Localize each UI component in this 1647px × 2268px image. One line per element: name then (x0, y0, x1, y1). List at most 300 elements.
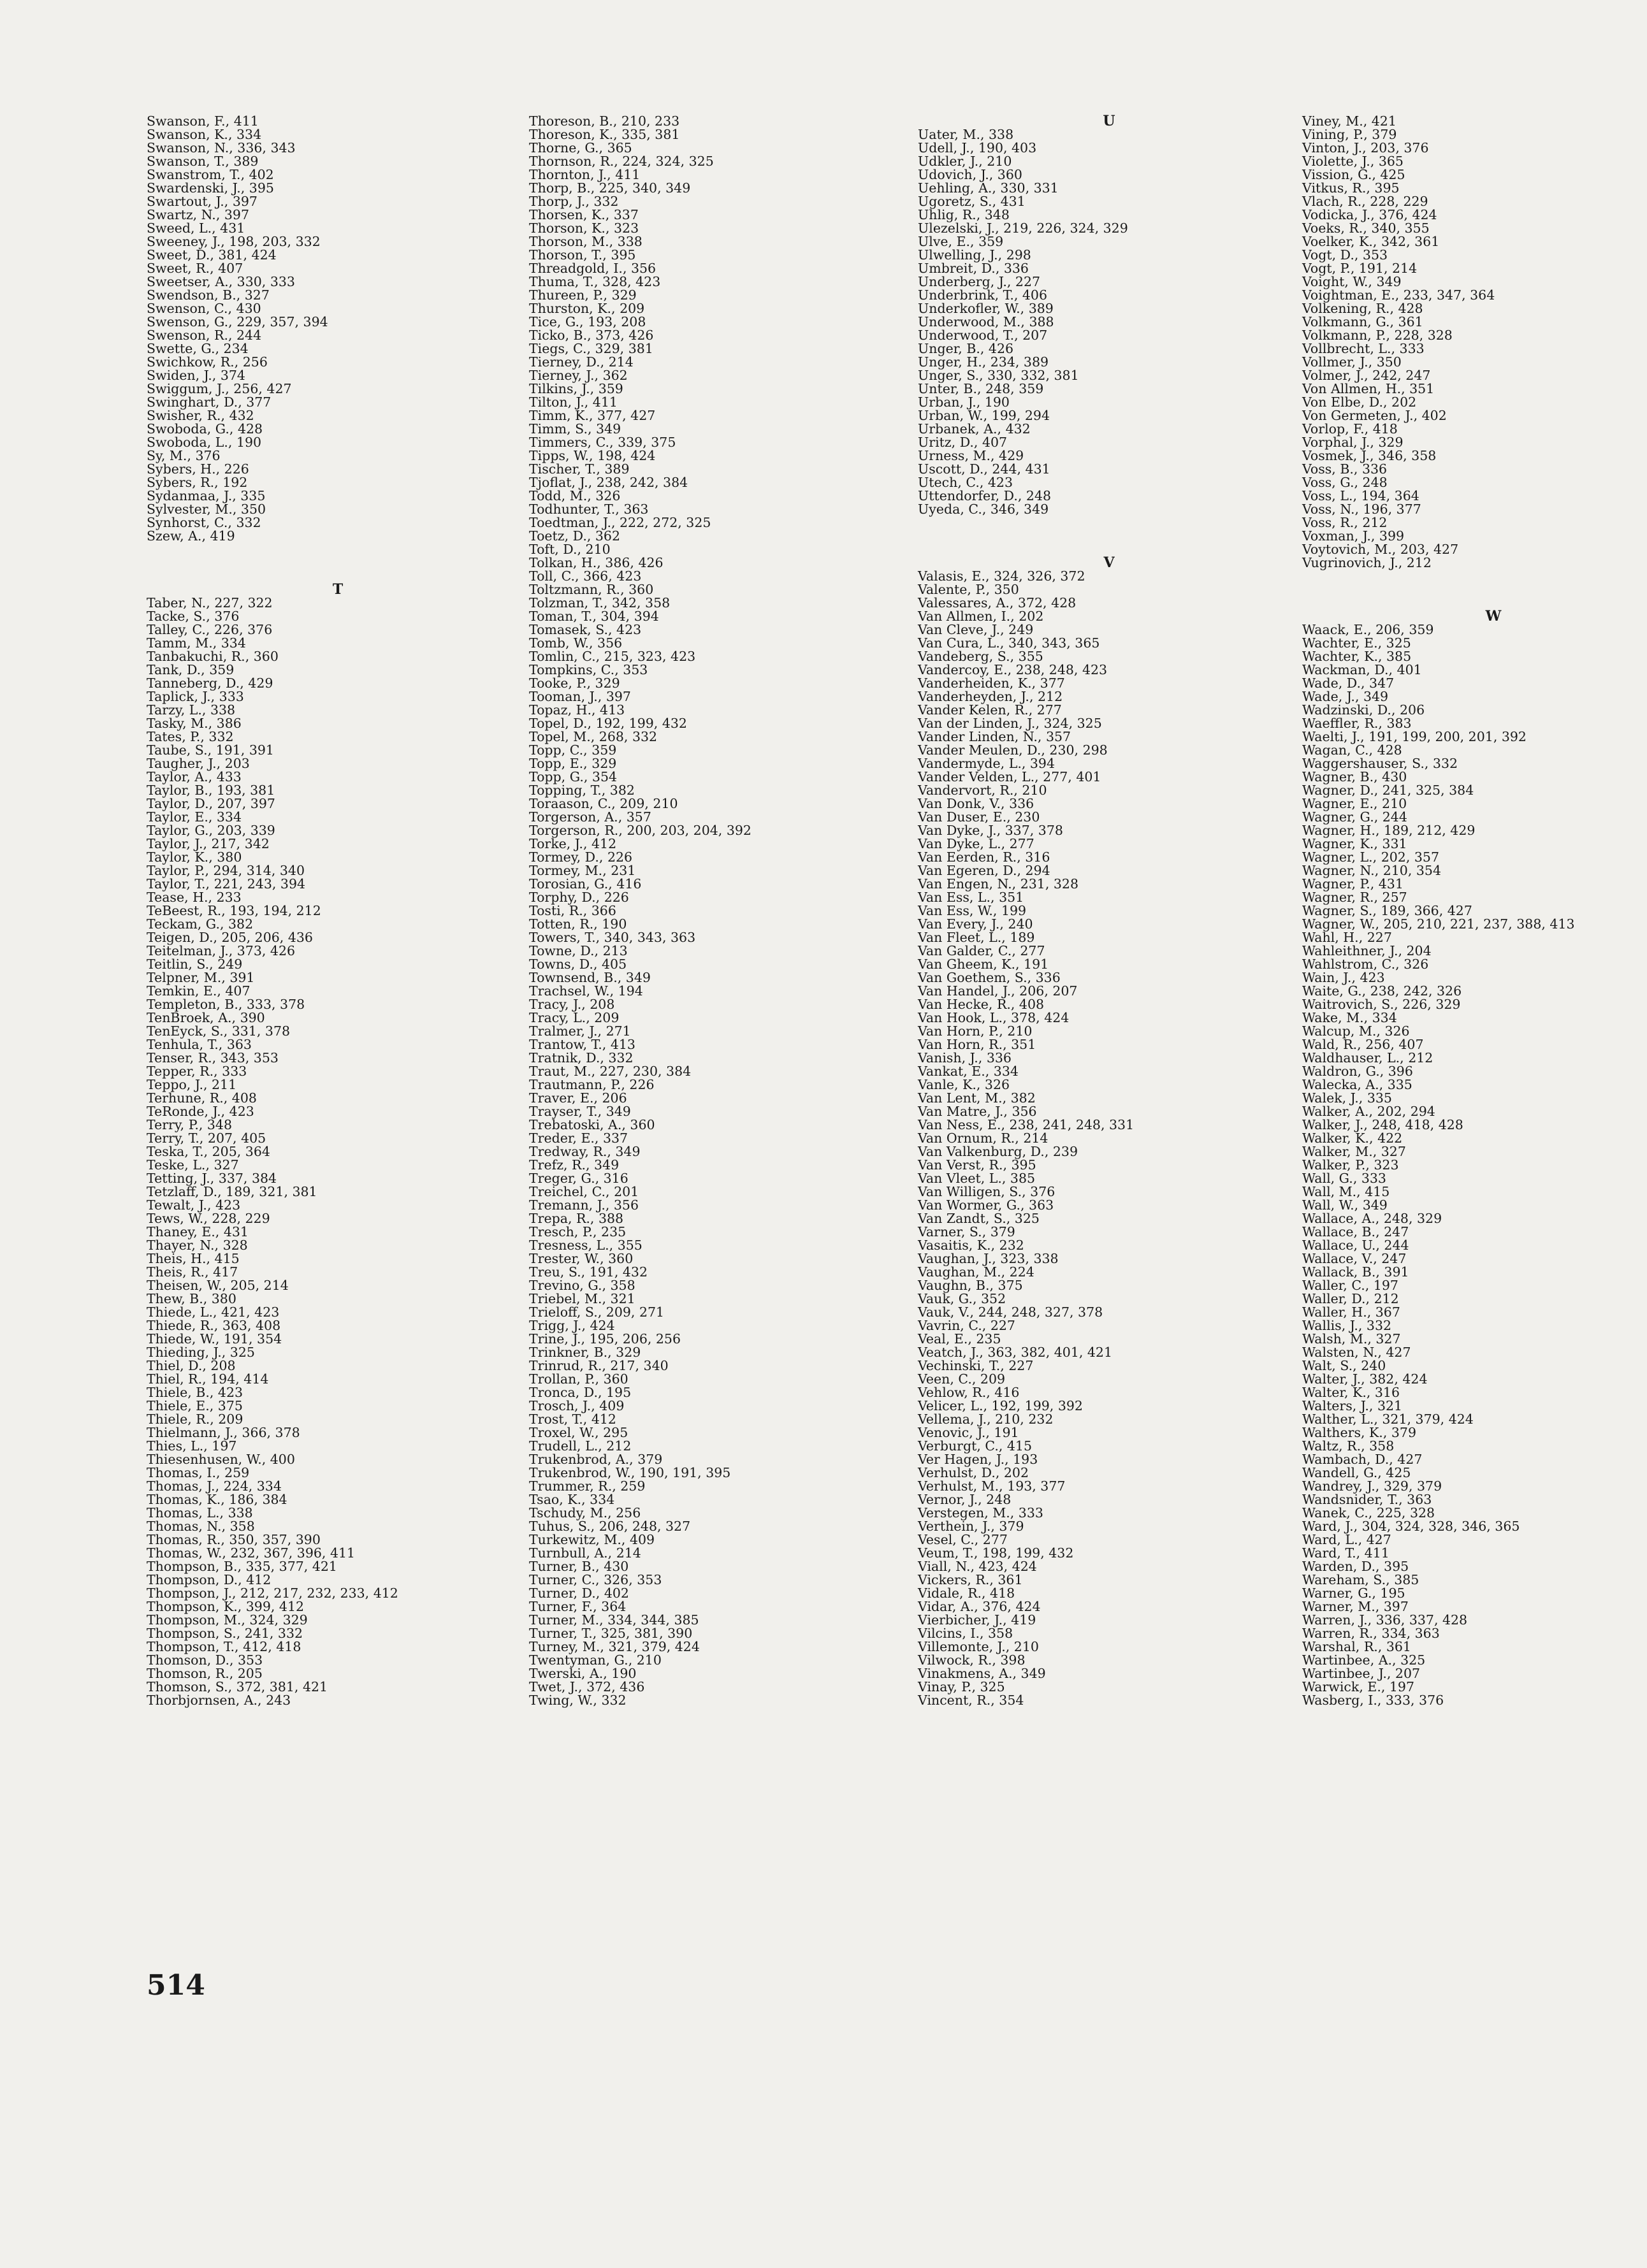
index-entry: Topel, M., 268, 332 (529, 729, 658, 744)
index-entry: Wagner, W., 205, 210, 221, 237, 388, 413 (1302, 916, 1575, 932)
index-entry: Ugoretz, S., 431 (918, 194, 1026, 209)
index-entry: Vesel, C., 277 (918, 1532, 1008, 1547)
index-entry: Unger, S., 330, 332, 381 (918, 368, 1079, 383)
index-entry: Temkin, E., 407 (147, 983, 250, 999)
index-entry: Wachter, K., 385 (1302, 649, 1412, 664)
index-entry: Walker, P., 323 (1302, 1157, 1399, 1173)
index-entry: Tronca, D., 195 (529, 1385, 632, 1400)
index-entry: Voss, G., 248 (1302, 475, 1388, 490)
section-spacer (918, 530, 1300, 543)
index-entry: Walker, K., 422 (1302, 1130, 1403, 1146)
index-entry: Warner, M., 397 (1302, 1599, 1409, 1614)
index-entry: Verhulst, M., 193, 377 (918, 1478, 1066, 1494)
index-entry: Thorsen, K., 337 (529, 207, 639, 222)
index-entry: Tooman, J., 397 (529, 689, 631, 704)
index-entry: Underkofler, W., 389 (918, 301, 1054, 316)
index-entry: Thorp, B., 225, 340, 349 (529, 180, 691, 196)
index-entry: Tasky, M., 386 (147, 716, 242, 731)
index-entry: Swenson, R., 244 (147, 328, 262, 343)
index-entry: Valessares, A., 372, 428 (918, 595, 1077, 610)
index-entry: Tooke, P., 329 (529, 675, 620, 691)
index-entry: Swendson, B., 327 (147, 287, 270, 303)
index-entry: Vosmek, J., 346, 358 (1302, 448, 1437, 463)
index-entry: Thomson, D., 353 (147, 1652, 263, 1668)
index-entry: Wade, J., 349 (1302, 689, 1389, 704)
index-entry: Ticko, B., 373, 426 (529, 328, 654, 343)
index-entry: Vogt, D., 353 (1302, 247, 1388, 263)
index-entry: Thurston, K., 209 (529, 301, 645, 316)
index-entry: Ver Hagen, J., 193 (918, 1452, 1038, 1467)
index-entry: Wandrey, J., 329, 379 (1302, 1478, 1442, 1494)
index-entry: Trollan, P., 360 (529, 1371, 628, 1387)
index-entry: Tetting, J., 337, 384 (147, 1171, 277, 1186)
index-entry: Waack, E., 206, 359 (1302, 622, 1434, 637)
index-entry: Vander Meulen, D., 230, 298 (918, 742, 1108, 758)
index-entry: Wade, D., 347 (1302, 675, 1395, 691)
index-entry: Swenson, G., 229, 357, 394 (147, 314, 328, 329)
index-entry: Vander Linden, N., 357 (918, 729, 1071, 744)
index-entry: Waller, D., 212 (1302, 1291, 1399, 1306)
index-entry: Trevino, G., 358 (529, 1278, 635, 1293)
index-entry: Van der Linden, J., 324, 325 (918, 716, 1102, 731)
index-entry: Ward, J., 304, 324, 328, 346, 365 (1302, 1519, 1520, 1534)
index-entry: Waeffler, R., 383 (1302, 716, 1412, 731)
index-entry: Vugrinovich, J., 212 (1302, 555, 1432, 570)
index-entry: Waite, G., 238, 242, 326 (1302, 983, 1462, 999)
index-entry: Totten, R., 190 (529, 916, 627, 932)
index-entry: Unger, B., 426 (918, 341, 1014, 356)
index-entry: Vission, G., 425 (1302, 167, 1405, 182)
index-entry: Vinay, P., 325 (918, 1679, 1005, 1694)
index-entry: Walters, J., 321 (1302, 1398, 1403, 1413)
index-entry: Vanle, K., 326 (918, 1077, 1010, 1092)
index-entry: Twing, W., 332 (529, 1693, 627, 1708)
index-entry: Teitlin, S., 249 (147, 957, 243, 972)
index-entry: Thiele, B., 423 (147, 1385, 243, 1400)
index-entry: Thureen, P., 329 (529, 287, 637, 303)
index-entry: Von Allmen, H., 351 (1302, 381, 1435, 396)
index-entry: Taylor, P., 294, 314, 340 (147, 863, 305, 878)
index-entry: Thomas, L., 338 (147, 1505, 253, 1520)
index-entry: Taylor, E., 334 (147, 809, 242, 825)
index-entry: Unger, H., 234, 389 (918, 354, 1049, 370)
index-entry: Volkening, R., 428 (1302, 301, 1423, 316)
index-entry: Triebel, M., 321 (529, 1291, 635, 1306)
index-entry: Van Lent, M., 382 (918, 1090, 1036, 1106)
index-entry: Wallis, J., 332 (1302, 1318, 1392, 1333)
index-entry: Swichkow, R., 256 (147, 354, 268, 370)
index-entry: Trudell, L., 212 (529, 1438, 632, 1454)
index-entry: Thielmann, J., 366, 378 (147, 1425, 300, 1440)
index-entry: Theis, R., 417 (147, 1264, 238, 1280)
index-entry: Trigg, J., 424 (529, 1318, 615, 1333)
index-entry: Tenhula, T., 363 (147, 1037, 252, 1052)
index-entry: Topp, C., 359 (529, 742, 617, 758)
index-entry: Wagner, N., 210, 354 (1302, 863, 1442, 878)
index-entry: Underwood, T., 207 (918, 328, 1048, 343)
index-entry: Volkmann, P., 228, 328 (1302, 328, 1453, 343)
index-entry: Uttendorfer, D., 248 (918, 488, 1052, 503)
index-entry: Towns, D., 405 (529, 957, 627, 972)
index-entry: Udkler, J., 210 (918, 154, 1012, 169)
index-entry: Van Cleve, J., 249 (918, 622, 1034, 637)
index-entry: Thorne, G., 365 (529, 140, 632, 155)
section-spacer (147, 543, 529, 556)
index-entry: Swisher, R., 432 (147, 408, 254, 423)
index-entry: Vanderheiden, K., 377 (918, 675, 1065, 691)
index-entry: Toraason, C., 209, 210 (529, 796, 678, 811)
index-entry: Thorson, M., 338 (529, 234, 642, 249)
index-entry: Van Every, J., 240 (918, 916, 1033, 932)
index-entry: Walter, K., 316 (1302, 1385, 1400, 1400)
index-entry: Tralmer, J., 271 (529, 1023, 631, 1039)
section-spacer (1302, 596, 1647, 610)
index-entry: Toedtman, J., 222, 272, 325 (529, 515, 711, 530)
index-entry: Swartout, J., 397 (147, 194, 258, 209)
index-entry: Voss, N., 196, 377 (1302, 502, 1421, 517)
index-entry: Tanbakuchi, R., 360 (147, 649, 279, 664)
index-entry: Thiele, E., 375 (147, 1398, 243, 1413)
index-entry: Turner, B., 430 (529, 1559, 629, 1574)
index-entry: Underwood, M., 388 (918, 314, 1054, 329)
index-entry: Tilkins, J., 359 (529, 381, 623, 396)
index-entry: Vickers, R., 361 (918, 1572, 1023, 1587)
index-entry: Trayser, T., 349 (529, 1104, 631, 1119)
index-entry: Threadgold, I., 356 (529, 261, 657, 276)
index-entry: Sydanmaa, J., 335 (147, 488, 266, 503)
index-entry: Swartz, N., 397 (147, 207, 249, 222)
index-entry: Talley, C., 226, 376 (147, 622, 273, 637)
index-entry: Twet, J., 372, 436 (529, 1679, 645, 1694)
index-entry: Teitelman, J., 373, 426 (147, 943, 296, 958)
index-entry: Toman, T., 304, 394 (529, 609, 659, 624)
index-entry: Wagner, H., 189, 212, 429 (1302, 823, 1476, 838)
index-entry: Thomson, R., 205 (147, 1666, 263, 1681)
index-entry: Walker, A., 202, 294 (1302, 1104, 1435, 1119)
index-entry: Taylor, D., 207, 397 (147, 796, 275, 811)
index-entry: Tewalt, J., 423 (147, 1197, 241, 1213)
index-entry: Tipps, W., 198, 424 (529, 448, 656, 463)
index-entry: Vaughan, M., 224 (918, 1264, 1034, 1280)
index-entry: Wagner, R., 257 (1302, 890, 1407, 905)
index-entry: Walker, J., 248, 418, 428 (1302, 1117, 1463, 1132)
index-entry: Vorphal, J., 329 (1302, 435, 1404, 450)
index-entry: Tamm, M., 334 (147, 635, 246, 651)
index-entry: Teppo, J., 211 (147, 1077, 237, 1092)
index-entry: Uyeda, C., 346, 349 (918, 502, 1049, 517)
index-entry: Vankat, E., 334 (918, 1064, 1019, 1079)
index-entry: Van Willigen, S., 376 (918, 1184, 1056, 1199)
index-entry: Wallace, V., 247 (1302, 1251, 1407, 1266)
index-entry: Wambach, D., 427 (1302, 1452, 1423, 1467)
index-entry: Thiesenhusen, W., 400 (147, 1452, 295, 1467)
index-entry: Thomas, R., 350, 357, 390 (147, 1532, 321, 1547)
index-entry: Treichel, C., 201 (529, 1184, 639, 1199)
index-entry: TeBeest, R., 193, 194, 212 (147, 903, 321, 918)
index-entry: Thiele, R., 209 (147, 1412, 243, 1427)
index-entry: Van Fleet, L., 189 (918, 930, 1035, 945)
index-entry: Unter, B., 248, 359 (918, 381, 1044, 396)
page-number: 514 (147, 1969, 205, 2002)
index-entry: Timmers, C., 339, 375 (529, 435, 676, 450)
index-entry: Walker, M., 327 (1302, 1144, 1406, 1159)
index-entry: Trautmann, P., 226 (529, 1077, 655, 1092)
index-entry: Sweet, D., 381, 424 (147, 247, 277, 263)
index-entry: Toltzmann, R., 360 (529, 582, 654, 597)
index-entry: Vavrin, C., 227 (918, 1318, 1015, 1333)
index-entry: Turner, T., 325, 381, 390 (529, 1626, 693, 1641)
index-entry: Van Galder, C., 277 (918, 943, 1045, 958)
index-entry: Tsao, K., 334 (529, 1492, 615, 1507)
index-entry: Walter, J., 382, 424 (1302, 1371, 1428, 1387)
index-entry: Wasberg, I., 333, 376 (1302, 1693, 1444, 1708)
index-entry: Wall, G., 333 (1302, 1171, 1386, 1186)
index-entry: Tease, H., 233 (147, 890, 242, 905)
index-entry: Warren, R., 334, 363 (1302, 1626, 1440, 1641)
index-entry: Van Matre, J., 356 (918, 1104, 1037, 1119)
index-entry: Van Donk, V., 336 (918, 796, 1034, 811)
index-entry: Tracy, J., 208 (529, 997, 615, 1012)
index-entry: Thomas, I., 259 (147, 1465, 250, 1480)
index-entry: Thorp, J., 332 (529, 194, 619, 209)
index-entry: Tresness, L., 355 (529, 1238, 642, 1253)
index-entry: Trine, J., 195, 206, 256 (529, 1331, 681, 1347)
index-entry: Velicer, L., 192, 199, 392 (918, 1398, 1083, 1413)
index-entry: Ward, T., 411 (1302, 1545, 1389, 1561)
index-entry: Thorbjornsen, A., 243 (147, 1693, 291, 1708)
index-entry: Vandeberg, S., 355 (918, 649, 1043, 664)
index-entry: Uehling, A., 330, 331 (918, 180, 1059, 196)
index-entry: Waller, C., 197 (1302, 1278, 1398, 1293)
index-entry: Vierbicher, J., 419 (918, 1612, 1036, 1628)
index-entry: Sweetser, A., 330, 333 (147, 274, 295, 289)
index-entry: Venovic, J., 191 (918, 1425, 1019, 1440)
index-entry: Thomas, N., 358 (147, 1519, 255, 1534)
index-entry: TeRonde, J., 423 (147, 1104, 254, 1119)
index-entry: Topping, T., 382 (529, 783, 635, 798)
index-entry: Waldron, G., 396 (1302, 1064, 1413, 1079)
index-entry: Thiel, R., 194, 414 (147, 1371, 269, 1387)
index-entry: Trantow, T., 413 (529, 1037, 635, 1052)
index-entry: Thaney, E., 431 (147, 1224, 249, 1239)
index-entry: Taylor, B., 193, 381 (147, 783, 275, 798)
index-entry: Taugher, J., 203 (147, 756, 250, 771)
index-entry: Thompson, D., 412 (147, 1572, 272, 1587)
index-entry: Tanneberg, D., 429 (147, 675, 273, 691)
index-entry: Tschudy, M., 256 (529, 1505, 641, 1520)
index-entry: Teckam, G., 382 (147, 916, 254, 932)
index-entry: Vinton, J., 203, 376 (1302, 140, 1429, 155)
index-entry: Tetzlaff, D., 189, 321, 381 (147, 1184, 317, 1199)
index-entry: Verstegen, M., 333 (918, 1505, 1043, 1520)
index-entry: Thiel, D., 208 (147, 1358, 236, 1373)
index-entry: Terhune, R., 408 (147, 1090, 257, 1106)
index-column-1 (147, 115, 529, 1707)
index-entry: Wartinbee, J., 207 (1302, 1666, 1421, 1681)
index-entry: Swenson, C., 430 (147, 301, 261, 316)
index-entry: Vilwock, R., 398 (918, 1652, 1026, 1668)
index-entry: Tilton, J., 411 (529, 394, 618, 410)
index-entry: Thoreson, K., 335, 381 (529, 127, 680, 142)
index-entry: Walsten, N., 427 (1302, 1345, 1411, 1360)
index-entry: Wahl, H., 227 (1302, 930, 1392, 945)
index-entry: Theisen, W., 205, 214 (147, 1278, 289, 1293)
index-entry: Tuhus, S., 206, 248, 327 (529, 1519, 691, 1534)
index-entry: Verburgt, C., 415 (918, 1438, 1033, 1454)
index-entry: Topp, G., 354 (529, 769, 618, 784)
section-letter: W (1485, 608, 1502, 625)
index-entry: Umbreit, D., 336 (918, 261, 1029, 276)
index-entry: Walek, J., 335 (1302, 1090, 1392, 1106)
index-entry: Von Germeten, J., 402 (1302, 408, 1447, 423)
index-entry: Vanderheyden, J., 212 (918, 689, 1063, 704)
index-entry: Torke, J., 412 (529, 836, 617, 851)
index-entry: Volkmann, G., 361 (1302, 314, 1423, 329)
index-entry: Torphy, D., 226 (529, 890, 629, 905)
index-entry: Sy, M., 376 (147, 448, 221, 463)
index-entry: Ulve, E., 359 (918, 234, 1004, 249)
index-entry: Waggershauser, S., 332 (1302, 756, 1458, 771)
index-entry: Wandell, G., 425 (1302, 1465, 1411, 1480)
index-entry: Wall, M., 415 (1302, 1184, 1390, 1199)
index-entry: Thomas, K., 186, 384 (147, 1492, 287, 1507)
section-letter: U (1103, 113, 1115, 129)
index-entry: Swanson, F., 411 (147, 113, 259, 129)
index-entry: Swanson, N., 336, 343 (147, 140, 296, 155)
index-entry: Wartinbee, A., 325 (1302, 1652, 1426, 1668)
index-entry: Van Gheem, K., 191 (918, 957, 1049, 972)
index-entry: Van Engen, N., 231, 328 (918, 876, 1078, 892)
index-entry: Vincent, R., 354 (918, 1693, 1024, 1708)
index-entry: Vechinski, T., 227 (918, 1358, 1034, 1373)
index-entry: Thorson, T., 395 (529, 247, 636, 263)
index-entry: Tenser, R., 343, 353 (147, 1050, 279, 1065)
index-entry: Van Ess, L., 351 (918, 890, 1024, 905)
index-column-3 (918, 115, 1300, 1707)
index-entry: Uritz, D., 407 (918, 435, 1008, 450)
index-entry: Wald, R., 256, 407 (1302, 1037, 1424, 1052)
index-entry: Veen, C., 209 (918, 1371, 1006, 1387)
index-entry: Tank, D., 359 (147, 662, 235, 677)
index-entry: Van Hecke, R., 408 (918, 997, 1045, 1012)
index-entry: Vandermyde, L., 394 (918, 756, 1055, 771)
index-entry: Vogt, P., 191, 214 (1302, 261, 1418, 276)
index-entry: Torgerson, A., 357 (529, 809, 651, 825)
index-entry: Vellema, J., 210, 232 (918, 1412, 1054, 1427)
index-entry: Vidar, A., 376, 424 (918, 1599, 1041, 1614)
index-entry: Van Egeren, D., 294 (918, 863, 1050, 878)
index-entry: Treger, G., 316 (529, 1171, 628, 1186)
index-entry: Voss, R., 212 (1302, 515, 1388, 530)
index-entry: Wallace, U., 244 (1302, 1238, 1409, 1253)
index-entry: Teska, T., 205, 364 (147, 1144, 270, 1159)
index-entry: Trachsel, W., 194 (529, 983, 643, 999)
index-entry: Vollbrecht, L., 333 (1302, 341, 1425, 356)
index-entry: Utech, C., 423 (918, 475, 1013, 490)
index-entry: Walecka, A., 335 (1302, 1077, 1412, 1092)
index-entry: Tacke, S., 376 (147, 609, 240, 624)
index-entry: Vorlop, F., 418 (1302, 421, 1398, 437)
index-entry: Wanek, C., 225, 328 (1302, 1505, 1435, 1520)
index-entry: Vidale, R., 418 (918, 1585, 1015, 1601)
index-entry: Swanson, T., 389 (147, 154, 259, 169)
index-entry: Villemonte, J., 210 (918, 1639, 1039, 1654)
section-letter: T (332, 581, 344, 598)
index-entry: Van Cura, L., 340, 343, 365 (918, 635, 1100, 651)
index-entry: Swanson, K., 334 (147, 127, 262, 142)
index-entry: Thompson, K., 399, 412 (147, 1599, 305, 1614)
index-entry: Topp, E., 329 (529, 756, 617, 771)
index-entry: Vander Kelen, R., 277 (918, 702, 1062, 718)
index-entry: Van Zandt, S., 325 (918, 1211, 1040, 1226)
index-entry: Vollmer, J., 350 (1302, 354, 1402, 370)
index-entry: Wackman, D., 401 (1302, 662, 1422, 677)
index-entry: Vitkus, R., 395 (1302, 180, 1400, 196)
index-entry: Uscott, D., 244, 431 (918, 461, 1050, 477)
index-entry: Tremann, J., 356 (529, 1197, 639, 1213)
index-entry: Sybers, H., 226 (147, 461, 249, 477)
index-entry: Walsh, M., 327 (1302, 1331, 1401, 1347)
index-entry: Van Goethem, S., 336 (918, 970, 1061, 985)
index-entry: Vodicka, J., 376, 424 (1302, 207, 1437, 222)
index-entry: Wahleithner, J., 204 (1302, 943, 1432, 958)
index-entry: Turner, F., 364 (529, 1599, 627, 1614)
index-entry: Voeks, R., 340, 355 (1302, 220, 1430, 236)
index-entry: Walther, L., 321, 379, 424 (1302, 1412, 1474, 1427)
index-entry: Wallack, B., 391 (1302, 1264, 1409, 1280)
index-entry: Tompkins, C., 353 (529, 662, 648, 677)
index-entry: Todhunter, T., 363 (529, 502, 649, 517)
index-entry: Vilcins, I., 358 (918, 1626, 1013, 1641)
index-entry: Van Vleet, L., 385 (918, 1171, 1036, 1186)
index-entry: Towne, D., 213 (529, 943, 628, 958)
index-entry: Toetz, D., 362 (529, 528, 621, 544)
index-entry: Wagner, B., 430 (1302, 769, 1407, 784)
section-spacer (1302, 570, 1647, 583)
index-entry: Van Valkenburg, D., 239 (918, 1144, 1078, 1159)
section-letter: V (1103, 554, 1115, 571)
index-entry: Swanstrom, T., 402 (147, 167, 274, 182)
index-entry: Van Ness, E., 238, 241, 248, 331 (918, 1117, 1135, 1132)
index-entry: Toft, D., 210 (529, 542, 611, 557)
index-entry: Thompson, B., 335, 377, 421 (147, 1559, 337, 1574)
index-entry: Turner, C., 326, 353 (529, 1572, 662, 1587)
index-entry: Tepper, R., 333 (147, 1064, 247, 1079)
index-entry: Voelker, K., 342, 361 (1302, 234, 1440, 249)
index-entry: Waltz, R., 358 (1302, 1438, 1395, 1454)
index-entry: Van Eerden, R., 316 (918, 849, 1050, 865)
index-entry: Wadzinski, D., 206 (1302, 702, 1425, 718)
index-entry: Tarzy, L., 338 (147, 702, 236, 718)
index-entry: Thornton, J., 411 (529, 167, 641, 182)
index-entry: Tosti, R., 366 (529, 903, 616, 918)
section-spacer (918, 516, 1300, 530)
index-entry: Tormey, D., 226 (529, 849, 633, 865)
index-entry: Trukenbrod, W., 190, 191, 395 (529, 1465, 731, 1480)
index-entry: Twerski, A., 190 (529, 1666, 637, 1681)
index-entry: Valente, P., 350 (918, 582, 1019, 597)
index-entry: Van Ess, W., 199 (918, 903, 1027, 918)
index-entry: Thayer, N., 328 (147, 1238, 248, 1253)
index-entry: Urness, M., 429 (918, 448, 1024, 463)
index-entry: Torosian, G., 416 (529, 876, 642, 892)
index-entry: Warden, D., 395 (1302, 1559, 1409, 1574)
section-spacer (147, 556, 529, 570)
index-entry: Turner, M., 334, 344, 385 (529, 1612, 699, 1628)
index-entry: Wagner, D., 241, 325, 384 (1302, 783, 1474, 798)
index-entry: Trost, T., 412 (529, 1412, 616, 1427)
index-entry: Van Allmen, I., 202 (918, 609, 1044, 624)
